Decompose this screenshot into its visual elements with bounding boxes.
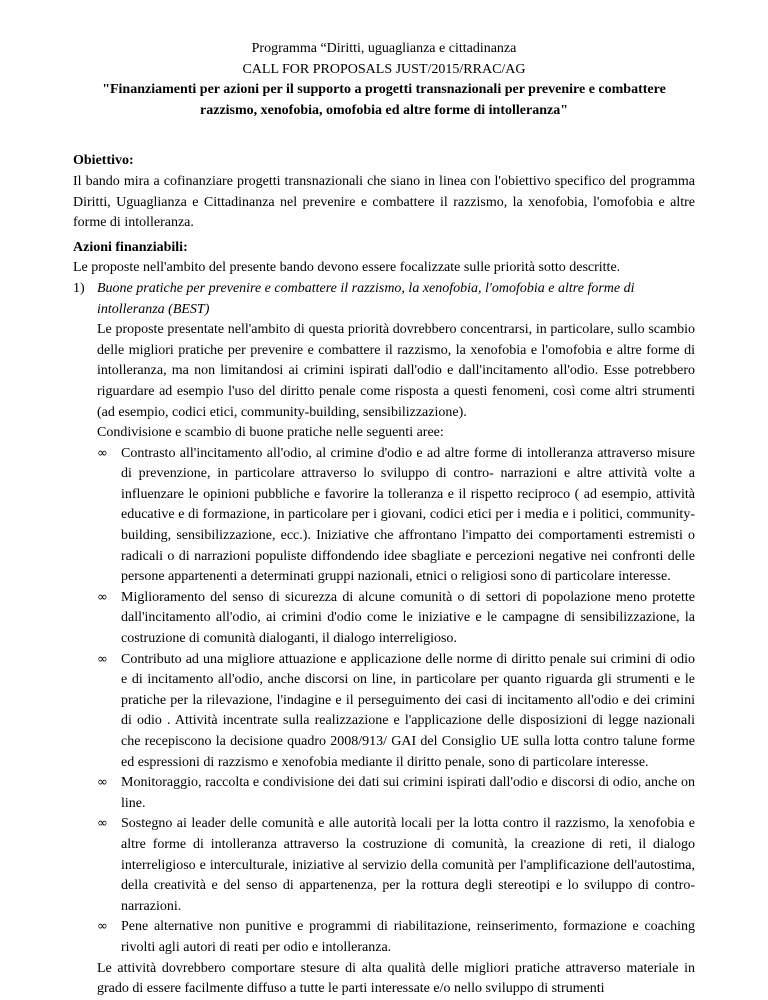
list-item: ∞ Contrasto all'incitamento all'odio, al crimine d'odio e ad altre forme di intolleranza attraverso misure di prevenzione, in particolare attraverso lo sviluppo di contro- narrazioni e altre attività volte a influenzare le opinioni pubbliche e favorire la tolleranza e il rispetto reciproco ( ad esempio, attività educative e di formazione, in particolare per i giovani, codici etici per i media e i politici, community-building, sensibilizzazione, ecc.). Iniziative che affrontano l'impatto dei comportamenti estremisti o radicali o di narrazioni populiste diffondendo idee sbagliate e percezioni negative nei confronti delle persone appartenenti a determinati gruppi nazionali, etnici o religiosi sono di particolare interesse. — [97, 444, 695, 588]
list-item: ∞ Contributo ad una migliore attuazione e applicazione delle norme di diritto penale sui crimini di odio e di incitamento all'odio, anche discorsi on line, in particolare per quanto riguarda gli strumenti e le pratiche per la rilevazione, l'indagine e il perseguimento dei casi di incitamento all'odio e dei crimini di odio . Attività incentrate sulla realizzazione e l'applicazione delle disposizioni di legge nazionali che recepiscono la decisione quadro 2008/913/ GAI del Consiglio UE sulla lotta contro talune forme ed espressioni di razzismo e xenofobia mediante il diritto penale, sono di particolare interesse. — [97, 650, 695, 774]
list-item: ∞ Sostegno ai leader delle comunità e alle autorità locali per la lotta contro il razzismo, la xenofobia e altre forme di intolleranza attraverso la costruzione di comunità, la creazione di reti, il dialogo interreligioso e interculturale, iniziative al servizio della comunità per l'amplificazione dell'autostima, della creatività e del senso di appartenenza, per la rottura degli stereotipi e lo sviluppo di contro- narrazioni. — [97, 814, 695, 917]
areas-intro: Condivisione e scambio di buone pratiche nelle seguenti aree: — [97, 425, 444, 441]
section-azioni — [73, 238, 695, 1000]
priority-item — [73, 279, 695, 1000]
priority-title: Buone pratiche per prevenire e combattere il razzismo, la xenofobia, l'omofobia e altre forme di intolleranza (BEST) — [97, 280, 635, 317]
infinity-bullet-icon: ∞ — [97, 919, 108, 935]
list-item: ∞ Miglioramento del senso di sicurezza di alcune comunità o di settori di popolazione meno protette dall'incitamento all'odio, ai crimini d'odio come le iniziative e le campagne di sensibilizzazione, la costruzione di comunità dialoganti, il dialogo interreligioso. — [97, 588, 695, 650]
list-item: ∞ Monitoraggio, raccolta e condivisione dei dati sui crimini ispirati dall'odio e discorsi di odio, anche on line. — [97, 773, 695, 814]
obiettivo-heading: Obiettivo: — [73, 153, 134, 169]
call-reference: CALL FOR PROPOSALS JUST/2015/RRAC/AG — [242, 61, 526, 77]
section-obiettivo — [73, 151, 695, 233]
call-title: "Finanziamenti per azioni per il supporto a progetti transnazionali per prevenire e combattere razzismo, xenofobia, omofobia ed altre forme di intolleranza" — [102, 82, 666, 118]
closing-text: Le attività dovrebbero comportare stesure di alta qualità delle migliori pratiche attraverso materiale in grado di essere facilmente diffuso a tutte le parti interessate e/o nello sviluppo di strumenti — [97, 960, 695, 997]
program-title: Programma “Diritti, uguaglianza e cittadinanza — [251, 41, 517, 56]
obiettivo-text: Il bando mira a cofinanziare progetti transnazionali che siano in linea con l'obiettivo specifico del programma Diritti, Uguaglianza e Cittadinanza nel prevenire e combattere il razzismo, la xenofobia, l'omofobia e altre forme di intolleranza. — [73, 173, 695, 231]
document-header — [73, 39, 695, 121]
azioni-heading: Azioni finanziabili: — [73, 239, 188, 255]
infinity-bullet-icon: ∞ — [97, 816, 108, 832]
azioni-intro: Le proposte nell'ambito del presente bando devono essere focalizzate sulle priorità sotto descritte. — [73, 260, 621, 276]
document-page — [73, 39, 695, 1000]
priority-number: 1) — [73, 280, 85, 296]
areas-list — [97, 444, 695, 959]
list-item: ∞ Pene alternative non punitive e programmi di riabilitazione, reinserimento, formazione e coaching rivolti agli autori di reati per odio e intolleranza. — [97, 917, 695, 958]
priority-text: Le proposte presentate nell'ambito di questa priorità dovrebbero concentrarsi, in particolare, sullo scambio delle migliori pratiche per prevenire e combattere il razzismo, la xenofobia e l'omofobia e altre forme di intolleranza, ma non limitandosi ai crimini ispirati dall'odio e dall'incitamento all'odio. Esse potrebbero riguardare ad esempio l'uso del diritto penale come risposta a questi fenomeni, così come altri strumenti (ad esempio, codici etici, community-building, sensibilizzazione). — [97, 322, 695, 420]
infinity-bullet-icon: ∞ — [97, 589, 108, 605]
infinity-bullet-icon: ∞ — [97, 651, 108, 667]
infinity-bullet-icon: ∞ — [97, 775, 108, 791]
infinity-bullet-icon: ∞ — [97, 445, 108, 461]
